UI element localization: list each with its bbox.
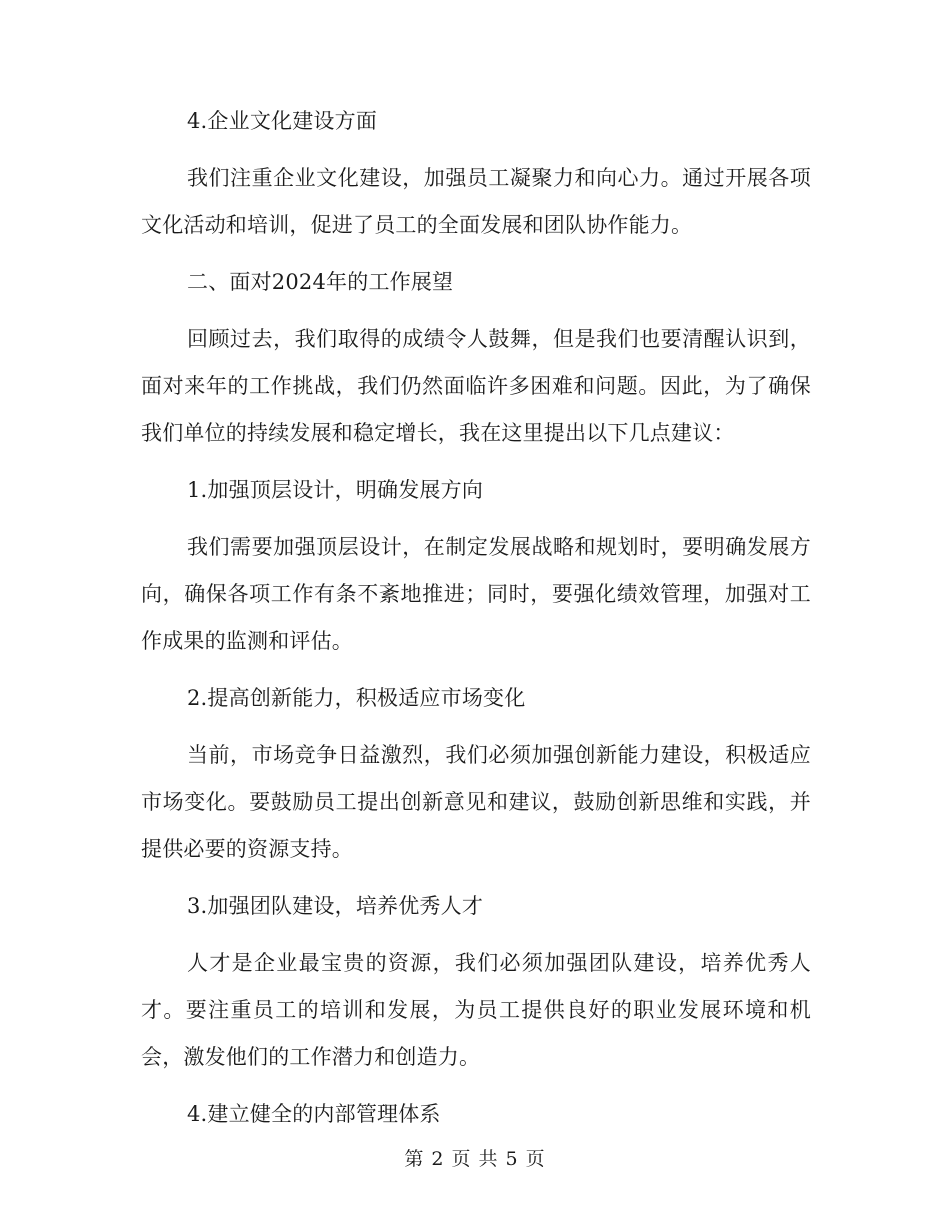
section-heading-outlook: 二、面对2024年的工作展望 <box>187 270 454 294</box>
paragraph-team: 人才是企业最宝贵的资源，我们必须加强团队建设，培养优秀人才。要注重员工的培训和发展，为员工提供良好的职业发展环境和机会，激发他们的工作潜力和创造力。 <box>141 951 811 1069</box>
paragraph-innovation: 当前，市场竞争日益激烈，我们必须加强创新能力建设，积极适应市场变化。要鼓励员工提出创新意见和建议，鼓励创新思维和实践，并提供必要的资源支持。 <box>141 743 811 861</box>
section-heading-team: 3.加强团队建设，培养优秀人才 <box>187 894 484 918</box>
document-body <box>141 98 811 1148</box>
paragraph-top-design: 我们需要加强顶层设计，在制定发展战略和规划时，要明确发展方向，确保各项工作有条不紊地推进；同时，要强化绩效管理，加强对工作成果的监测和评估。 <box>141 535 811 653</box>
section-heading-innovation: 2.提高创新能力，积极适应市场变化 <box>187 686 526 710</box>
paragraph-review: 回顾过去，我们取得的成绩令人鼓舞，但是我们也要清醒认识到，面对来年的工作挑战，我们仍然面临许多困难和问题。因此，为了确保我们单位的持续发展和稳定增长，我在这里提出以下几点建议： <box>141 327 811 445</box>
section-heading-culture: 4.企业文化建设方面 <box>187 109 378 133</box>
section-heading-management: 4.建立健全的内部管理体系 <box>187 1102 441 1126</box>
paragraph-culture: 我们注重企业文化建设，加强员工凝聚力和向心力。通过开展各项文化活动和培训，促进了员工的全面发展和团队协作能力。 <box>141 166 811 237</box>
page-number-footer: 第 2 页 共 5 页 <box>404 1148 546 1170</box>
section-heading-top-design: 1.加强顶层设计，明确发展方向 <box>187 478 484 502</box>
